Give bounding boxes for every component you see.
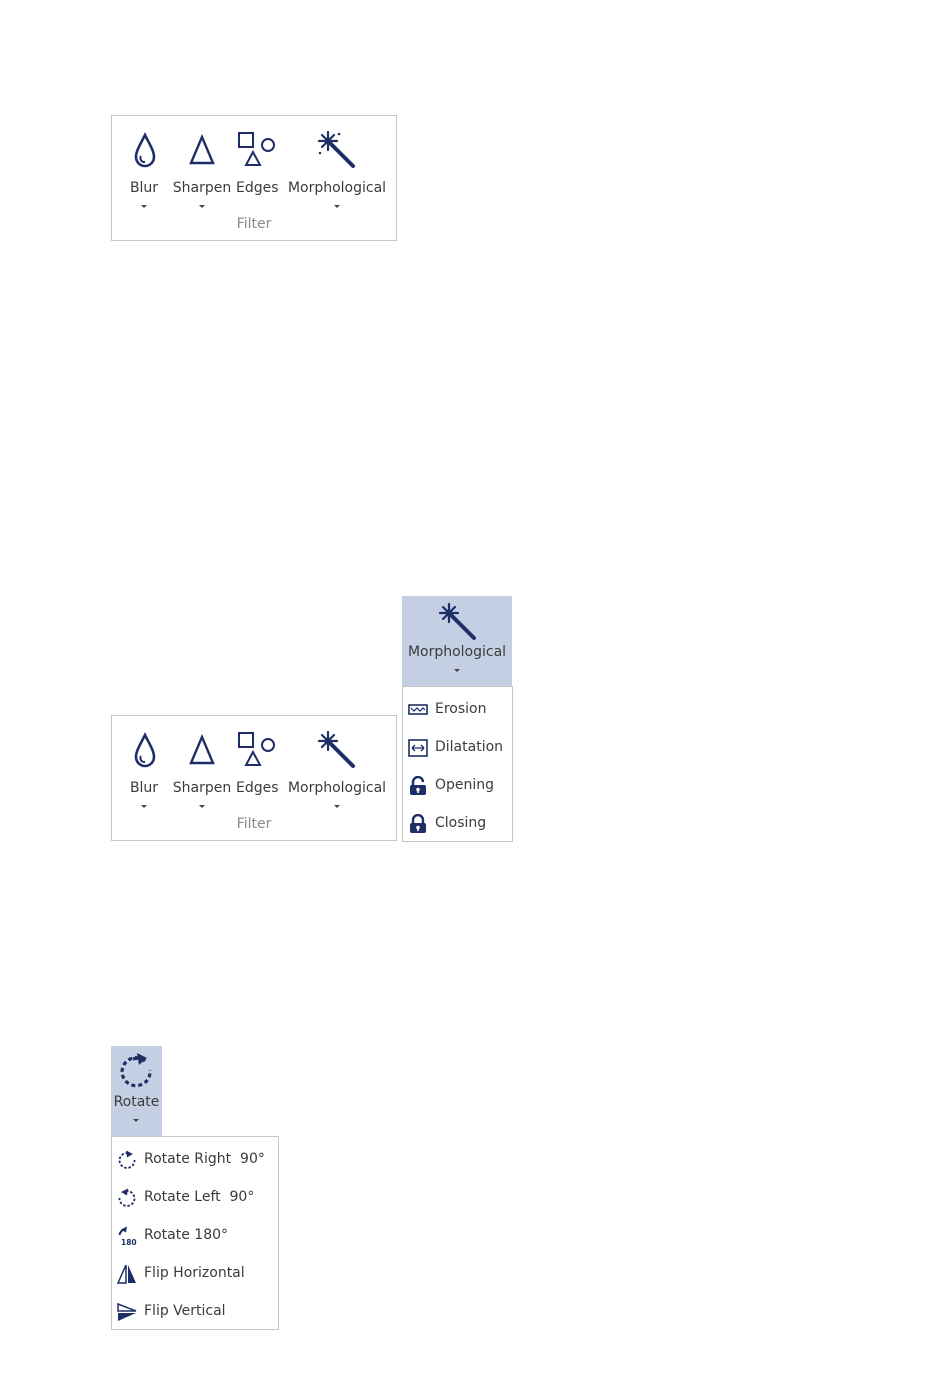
menu-item-label: Closing	[435, 815, 487, 831]
sharpen-dropdown-caret[interactable]	[199, 205, 205, 208]
rotate-pressed-label: Rotate	[113, 1094, 160, 1110]
sharpen-label: Sharpen	[172, 180, 232, 196]
morphological-pressed-label: Morphological	[407, 644, 507, 660]
unlocked-padlock-icon	[408, 776, 428, 796]
blur-button[interactable]	[122, 124, 166, 206]
magic-wand-icon	[317, 730, 357, 770]
blur-button[interactable]	[122, 724, 166, 806]
rotate-180-icon	[117, 1226, 137, 1246]
morphological-button[interactable]	[284, 724, 390, 806]
blur-dropdown-caret[interactable]	[141, 805, 147, 808]
rotate-right-icon	[117, 1150, 137, 1170]
edges-label: Edges	[236, 180, 279, 196]
menu-item-closing[interactable]	[403, 805, 512, 839]
locked-padlock-icon	[408, 814, 428, 834]
rotate-button-pressed[interactable]	[111, 1046, 162, 1136]
morphological-button[interactable]	[284, 124, 390, 206]
menu-item-label: Dilatation	[435, 739, 504, 755]
rotate-left-icon	[117, 1188, 137, 1208]
morphological-dropdown-caret[interactable]	[334, 805, 340, 808]
menu-item-label: Rotate Left 90°	[144, 1189, 255, 1205]
erosion-icon	[408, 700, 428, 720]
menu-item-erosion[interactable]	[403, 691, 512, 725]
droplet-icon	[133, 732, 157, 768]
droplet-icon	[133, 132, 157, 168]
menu-item-label: Flip Vertical	[144, 1303, 226, 1319]
filter-ribbon-group	[111, 115, 397, 241]
edges-button[interactable]	[236, 124, 278, 206]
triangle-icon	[188, 134, 216, 166]
menu-item-opening[interactable]	[403, 767, 512, 801]
dilatation-icon	[408, 738, 428, 758]
menu-item-label: Flip Horizontal	[144, 1265, 245, 1281]
filter-group-label: Filter	[236, 816, 272, 832]
blur-label: Blur	[129, 780, 159, 796]
sharpen-label: Sharpen	[172, 780, 232, 796]
menu-item-flip-vertical[interactable]	[112, 1293, 278, 1327]
blur-dropdown-caret[interactable]	[141, 205, 147, 208]
blur-label: Blur	[129, 180, 159, 196]
magic-wand-icon	[317, 130, 357, 170]
sharpen-button[interactable]	[170, 724, 234, 806]
morphological-label: Morphological	[287, 780, 387, 796]
shapes-icon	[236, 730, 278, 768]
magic-wand-icon	[438, 602, 478, 642]
sharpen-dropdown-caret[interactable]	[199, 805, 205, 808]
svg-text:180: 180	[121, 1238, 137, 1246]
menu-item-label: Rotate Right 90°	[144, 1151, 265, 1167]
morphological-dropdown-caret[interactable]	[334, 205, 340, 208]
rotate-pressed-caret	[133, 1119, 139, 1122]
menu-item-rotate-left[interactable]	[112, 1179, 278, 1213]
filter-group-label: Filter	[236, 216, 272, 232]
morphological-button-pressed[interactable]	[402, 596, 512, 686]
morphological-label: Morphological	[287, 180, 387, 196]
flip-horizontal-icon	[117, 1264, 137, 1284]
edges-button[interactable]	[236, 724, 278, 806]
edges-label: Edges	[236, 780, 279, 796]
flip-vertical-icon	[117, 1302, 137, 1322]
menu-item-label: Opening	[435, 777, 495, 793]
menu-item-rotate-180[interactable]	[112, 1217, 278, 1251]
rotate-right-icon	[117, 1050, 155, 1090]
menu-item-label: Rotate 180°	[144, 1227, 229, 1243]
morphological-pressed-caret	[454, 669, 460, 672]
morphological-dropdown-menu	[402, 686, 513, 842]
sharpen-button[interactable]	[170, 124, 234, 206]
triangle-icon	[188, 734, 216, 766]
menu-item-label: Erosion	[435, 701, 487, 717]
shapes-icon	[236, 130, 278, 168]
menu-item-dilatation[interactable]	[403, 729, 512, 763]
menu-item-rotate-right[interactable]	[112, 1141, 278, 1175]
menu-item-flip-horizontal[interactable]	[112, 1255, 278, 1289]
rotate-dropdown-menu	[111, 1136, 279, 1330]
filter-ribbon-group-2	[111, 715, 397, 841]
